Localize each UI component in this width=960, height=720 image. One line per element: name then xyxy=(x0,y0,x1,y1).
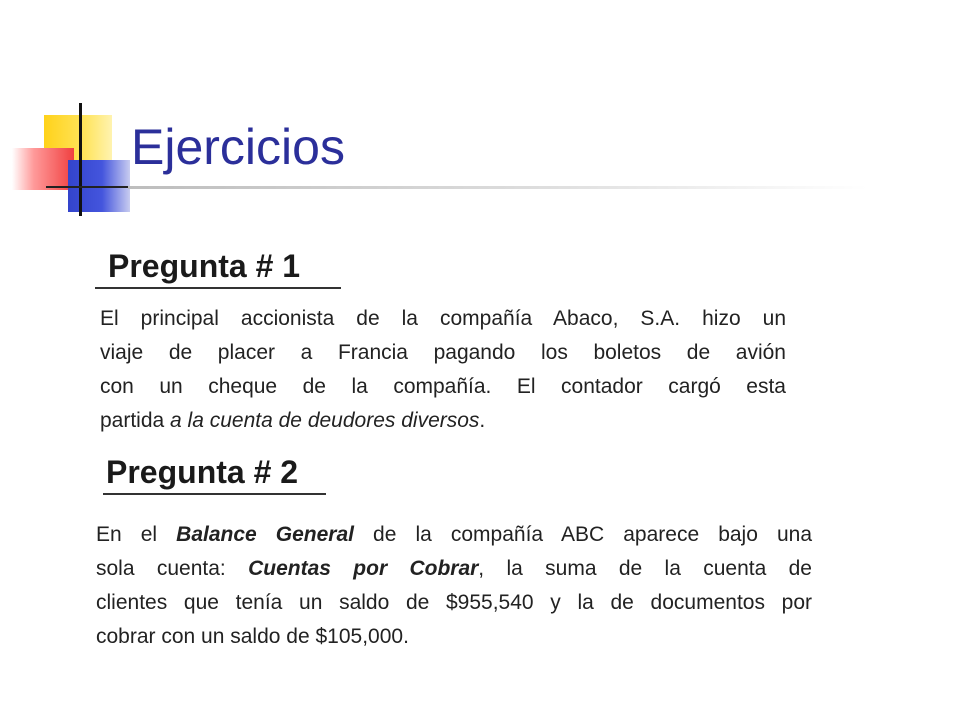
question-2-text xyxy=(96,518,812,654)
logo-horizontal-line xyxy=(46,186,132,188)
slide-title: Ejercicios xyxy=(131,119,345,175)
question-2-heading-underline xyxy=(103,493,326,495)
question-1-heading-underline xyxy=(95,287,341,289)
text-run: de la compañía ABC aparece bajo una xyxy=(353,523,812,546)
paragraph-line xyxy=(100,302,786,336)
paragraph-line xyxy=(96,620,812,654)
text-run: viaje de placer a Francia pagando los boletos de avión xyxy=(100,341,786,364)
paragraph-line xyxy=(100,336,786,370)
title-underline xyxy=(128,186,868,189)
paragraph-line xyxy=(96,552,812,586)
text-run: partida xyxy=(100,409,171,432)
text-run: , la suma de la cuenta de xyxy=(478,557,812,580)
text-run: En el xyxy=(96,523,177,546)
paragraph-line xyxy=(100,370,786,404)
question-1-text xyxy=(100,302,786,438)
logo-vertical-line xyxy=(79,103,82,216)
question-1-heading: Pregunta # 1 xyxy=(108,248,301,284)
text-run: cobrar con un saldo de $105,000. xyxy=(96,625,409,648)
emphasized-text: Cuentas por Cobrar xyxy=(248,557,479,580)
text-run: con un cheque de la compañía. El contador cargó esta xyxy=(100,375,786,398)
text-run: clientes que tenía un saldo de $955,540 y la de documentos por xyxy=(96,591,812,614)
text-run: . xyxy=(479,409,486,432)
paragraph-line xyxy=(96,586,812,620)
question-2-heading: Pregunta # 2 xyxy=(106,454,299,490)
text-run: El principal accionista de la compañía Abaco, S.A. hizo un xyxy=(100,307,786,330)
emphasized-text: Balance General xyxy=(176,523,354,546)
paragraph-line xyxy=(100,404,786,438)
text-run: sola cuenta: xyxy=(96,557,249,580)
logo-red-square xyxy=(12,148,74,190)
emphasized-text: a la cuenta de deudores diversos xyxy=(170,409,480,432)
slide-logo-decoration xyxy=(0,0,140,230)
paragraph-line xyxy=(96,518,812,552)
